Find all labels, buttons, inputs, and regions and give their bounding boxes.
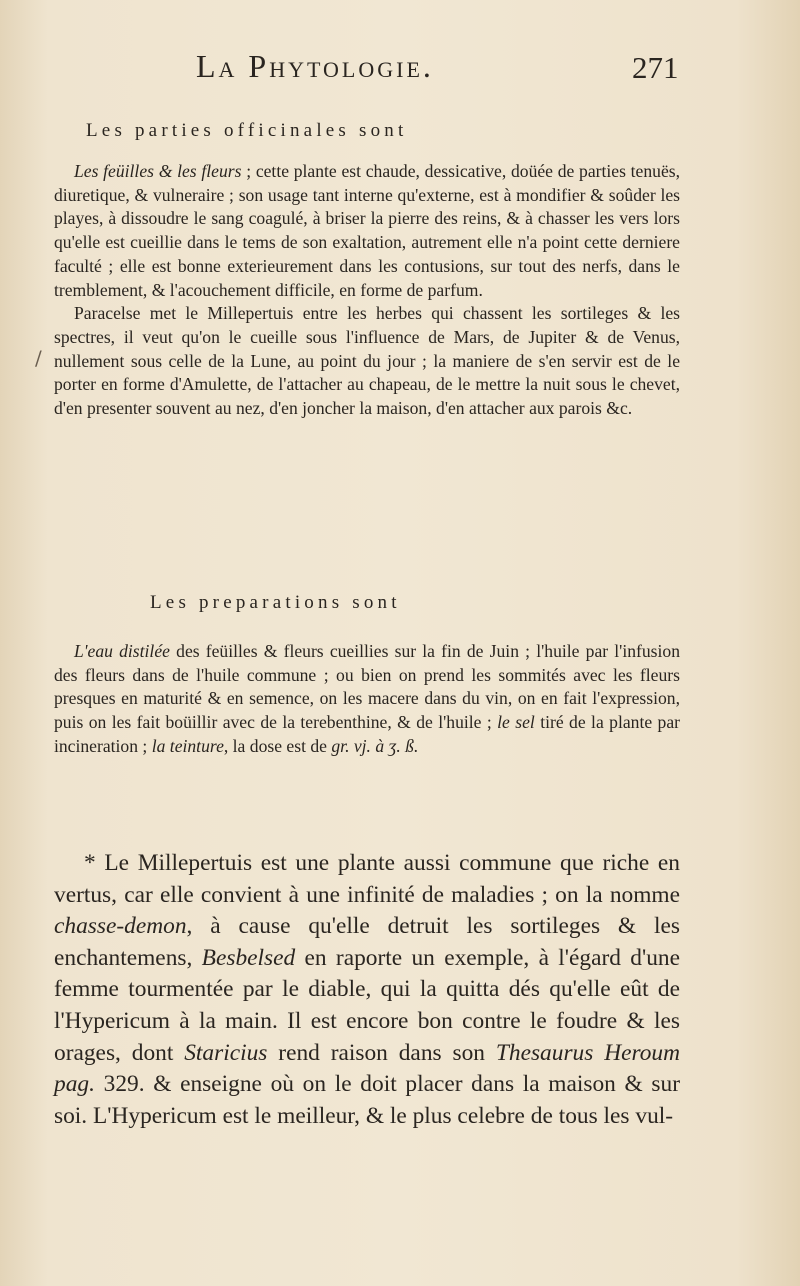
footnote-marker: *	[84, 850, 96, 876]
thesaurus-title: Thesaurus Heroum pag.	[54, 1039, 680, 1098]
besbelsed-name: Besbelsed	[201, 944, 296, 971]
paragraph-paracelse: Paracelse met le Millepertuis entre les herbes qui chassent les sortileges & les spectres, il veut qu'on le cueille sous l'influence de Mars, de Jupiter & de Venus, nullement sous celle de la Lune, au point du jour ; la maniere de s'en servir est de le porter en forme d'Amulette, de l'attacher au chapeau, de le mettre la nuit sous le chevet, d'en presenter souvent au nez, d'en joncher la maison, d'en attacher aux parois &c.	[54, 303, 680, 419]
footnote-text-3: en raporte un exemple, à l'égard d'une femme tourmentée par le diable, qui la quitta dés qu'elle eût de l'Hypericum à la main. Il est encore bon contre le foudre & les orages, dont	[54, 944, 680, 1066]
running-title: La Phytologie.	[196, 48, 434, 84]
dose-value: gr. vj. à ʒ. ß.	[331, 735, 419, 756]
section-heading-text: Les preparations sont	[150, 592, 401, 613]
footnote-text-5: 329. & enseigne où on le doit placer dans la maison & sur soi. L'Hypericum est le meilleur, & le plus celebre de tous les vul-	[54, 1071, 680, 1129]
section-heading-preparations	[150, 592, 800, 614]
lead-leaves-flowers: Les feüilles & les fleurs	[74, 161, 242, 181]
section-heading-text: Les parties officinales sont	[86, 120, 408, 141]
footnote-paragraph	[54, 848, 680, 1132]
preparations-text-3: , la dose est de	[223, 735, 327, 756]
footnote-text-4: rend raison dans son	[278, 1039, 485, 1066]
margin-mark: /	[35, 346, 42, 370]
paragraph-preparations	[54, 640, 680, 759]
staricius-name: Staricius	[184, 1039, 268, 1066]
footnote-text-1: Le Millepertuis est une plante aussi commune que riche en vertus, car elle convient à une infinité de maladies ; on la nomme	[54, 850, 680, 908]
tincture-term: la teinture	[151, 735, 224, 756]
lead-distilled-water: L'eau distilée	[74, 641, 170, 661]
page-header	[0, 48, 800, 98]
officinal-parts-text	[54, 160, 680, 421]
preparations-text	[54, 640, 680, 759]
chasse-demon-term: chasse-demon	[54, 913, 187, 940]
preparations-text-1: des feüilles & fleurs cueillies sur la fin de Juin ; l'huile par l'infusion des fleurs dans de l'huile commune ; ou bien on prend les sommités avec les fleurs presques en maturité & en semence, on les macere dans du vin, on en fait l'expression, puis on les fait boüillir avec de la terebenthine, & de l'huile ;	[54, 641, 681, 733]
salt-term: le sel	[497, 712, 535, 733]
page-number: 271	[632, 50, 679, 85]
properties-text: ; cette plante est chaude, dessicative, doüée de parties tenuës, diuretique, & vulneraire ; son usage tant interne qu'externe, est à mondifier & soûder les playes, à dissoudre le sang coagulé, à briser la pierre des reins, & à chasser les vers lors qu'elle est cueillie dans le tems de son exaltation, autrement elle n'a point cette derniere faculté ; elle est bonne exterieurement dans les contusions, sur tout des nerfs, dans le tremblement, & l'acouchement difficile, en forme de parfum.	[54, 161, 681, 300]
footnote-text-2: , à cause qu'elle detruit les sortileges & les enchantemens,	[54, 913, 680, 971]
paragraph-properties	[54, 160, 680, 302]
footnote-block	[54, 848, 680, 1132]
section-heading-officinales	[86, 120, 800, 142]
preparations-text-2: tiré de la plante par incineration ;	[54, 712, 681, 756]
